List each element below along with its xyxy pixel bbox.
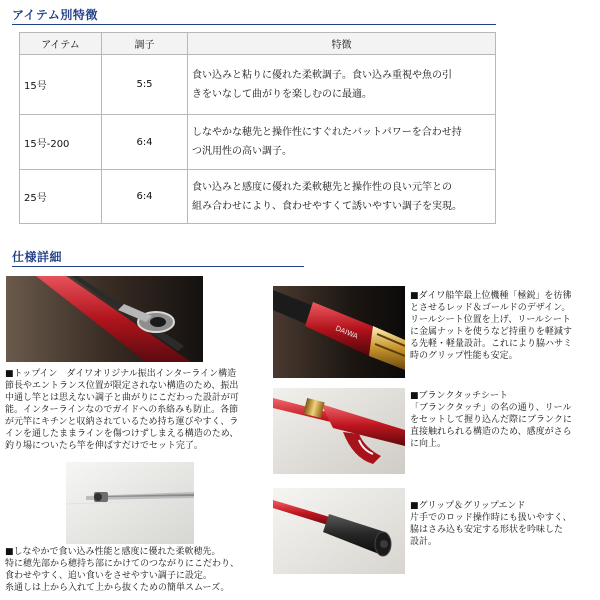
table-row bbox=[20, 55, 496, 115]
blank-touch-seat-description: ■ブランクタッチシート 「ブランクタッチ」の名の通り、リール をセットして握り込んだ際にブランクに 直接触れられる構造のため、感度がさら に向上。 bbox=[410, 391, 572, 449]
daiwa-logo: DAIWA bbox=[334, 324, 359, 341]
header-item: アイテム bbox=[20, 33, 102, 55]
section-title-spec-details: 仕様詳細 bbox=[12, 250, 63, 264]
reel-seat-paint-photo bbox=[273, 286, 405, 378]
rod-tip-photo bbox=[66, 462, 194, 544]
feature-line: しなやかな穂先と操作性にすぐれたバットパワーを合わせ持 bbox=[192, 127, 462, 138]
header-choshi: 調子 bbox=[102, 33, 188, 55]
cell-choshi: 6:4 bbox=[102, 170, 188, 224]
cell-item: 25号 bbox=[20, 170, 102, 224]
section-divider bbox=[12, 24, 496, 25]
cell-feature bbox=[188, 55, 496, 115]
header-feature: 特徴 bbox=[188, 33, 496, 55]
cell-item: 15号-200 bbox=[20, 115, 102, 170]
cell-feature bbox=[188, 115, 496, 170]
cell-choshi: 6:4 bbox=[102, 115, 188, 170]
section-title-item-features: アイテム別特徴 bbox=[12, 8, 98, 22]
feature-line: 食い込みと粘りに優れた柔軟調子。食い込み重視や魚の引 bbox=[192, 69, 452, 81]
table-row bbox=[20, 170, 496, 224]
blank-touch-seat-photo bbox=[273, 388, 405, 474]
cell-choshi: 5:5 bbox=[102, 55, 188, 115]
feature-line: 食い込みと感度に優れた柔軟穂先と操作性の良い元竿との bbox=[192, 181, 452, 193]
topin-description: ■トップイン ダイワオリジナル振出インターライン構造 節長やエントランス位置が限定されない構造のため、振出 中通し竿とは思えない調子と曲がりにこだわった設計が可 能。インターラインなのでガイドへの糸絡みも防止。各節 が元竿にキチンと収納されているため持ち運びやすく、ラ インを通したままラインを傷つけずしまえる構造のため、 釣り場についたら竿を伸ばすだけでセット完了。 bbox=[5, 369, 239, 451]
section-divider bbox=[12, 266, 304, 267]
grip-end-description: ■グリップ＆グリップエンド 片手でのロッド操作時にも扱いやすく、 脇はさみ込も安定する形状を吟味した 設計。 bbox=[410, 501, 572, 547]
item-features-table bbox=[19, 32, 496, 224]
topin-guide-photo bbox=[6, 276, 203, 362]
feature-line: つ汎用性の高い調子。 bbox=[192, 146, 292, 157]
cell-feature bbox=[188, 170, 496, 224]
feature-line: 組み合わせにより、食わせやすくて誘いやすい調子を実現。 bbox=[192, 200, 462, 212]
cell-item: 15号 bbox=[20, 55, 102, 115]
reel-seat-paint-description: ■ダイワ船竿最上位機種「極鋭」を彷彿 とさせるレッド＆ゴールドのデザイン。 リールシート位置を上げ、リールシート に金属ナットを使うなど持重りを軽減す る先軽・軽量設計。これにより脇ハサミ 時のグリップ性能も安定。 bbox=[410, 291, 573, 361]
grip-end-photo bbox=[273, 488, 405, 574]
table-row bbox=[20, 115, 496, 170]
rod-tip-description: ■しなやかで食い込み性能と感度に優れた柔軟穂先。 特に穂先部から穂持ち部にかけてのつながりにこだわり、 食わせやすく、追い食いをさせやすい調子に設定。 糸通しは上から入れて上から抜くための簡単スムーズ。 bbox=[5, 547, 240, 593]
feature-line: きをいなして曲がりを楽しむのに最適。 bbox=[192, 88, 372, 100]
table-header-row bbox=[20, 33, 496, 55]
